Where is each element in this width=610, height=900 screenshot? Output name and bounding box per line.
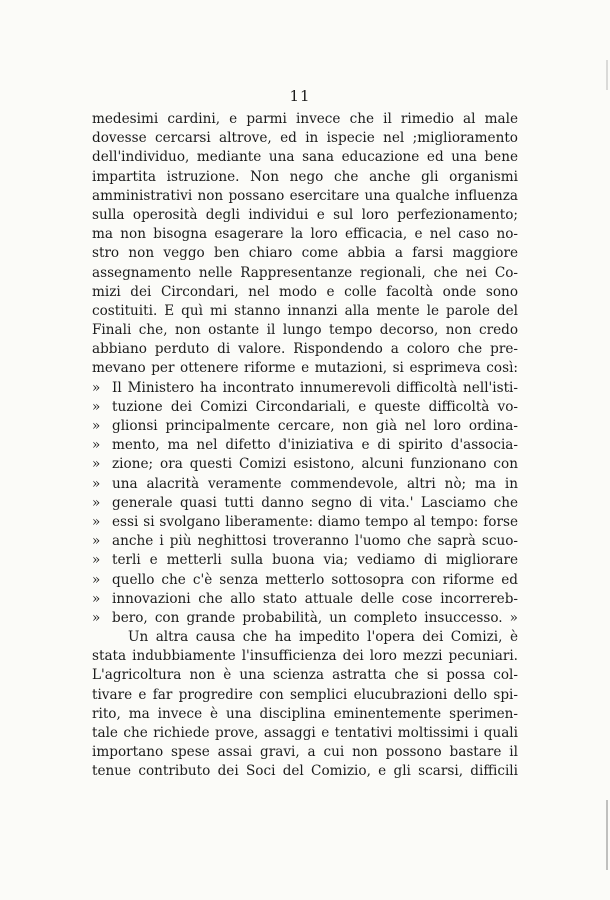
text-line: mevano per ottenere riforme e mutazioni, si esprimeva così:: [92, 360, 518, 377]
text-line: dell'individuo, mediante una sana educazione ed una bene: [92, 149, 518, 166]
text-line: » glionsi principalmente cercare, non già nel loro ordina-: [92, 418, 518, 434]
text-line: assegnamento nelle Rappresentanze regionali, che nei Co-: [92, 264, 518, 281]
text-line: » innovazioni che allo stato attuale delle cose incorrereb-: [92, 590, 518, 607]
text-line: rito, ma invece è una disciplina eminentemente sperimen-: [92, 705, 518, 722]
text-line: » una alacrità veramente commendevole, altri nò; ma in: [92, 475, 518, 492]
page-number: 11: [289, 87, 311, 105]
text-line: dovesse cercarsi altrove, ed in ispecie nel ;miglioramento: [92, 130, 518, 147]
text-line: stro non veggo ben chiaro come abbia a farsi maggiore: [92, 245, 518, 262]
text-line: ma non bisogna esagerare la loro efficacia, e nel caso no-: [92, 226, 518, 243]
text-line: tale che richiede prove, assaggi e tentativi moltissimi i quali: [92, 725, 518, 741]
text-line: L'agricoltura non è una scienza astratta che si possa col-: [92, 667, 518, 684]
text-line: » zione; ora questi Comizi esistono, alcuni funzionano con: [92, 456, 518, 473]
page-edge-mark: [606, 60, 608, 90]
text-line: tivare e far progredire con semplici elucubrazioni dello spi-: [92, 686, 518, 703]
text-line: » generale quasi tutti danno segno di vita.' Lasciamo che: [92, 494, 518, 511]
text-line: » bero, con grande probabilità, un completo insuccesso. »: [92, 609, 518, 626]
text-line: » quello che c'è senza metterlo sottosopra con riforme ed: [92, 571, 518, 588]
text-line: » essi si svolgano liberamente: diamo tempo al tempo: forse: [92, 513, 518, 530]
text-line: » tuzione dei Comizi Circondariali, e queste difficoltà vo-: [92, 398, 518, 415]
text-line: » mento, ma nel difetto d'iniziativa e di spirito d'associa-: [92, 437, 518, 454]
text-line: » Il Ministero ha incontrato innumerevoli difficoltà nell'isti-: [92, 379, 518, 396]
text-line: impartita istruzione. Non nego che anche gli organismi: [92, 168, 518, 185]
text-line: Un altra causa che ha impedito l'opera dei Comizi, è: [128, 629, 518, 646]
body-text: [92, 110, 518, 782]
text-line: » anche i più neghittosi troveranno l'uomo che saprà scuo-: [92, 533, 518, 550]
text-line: » terli e metterli sulla buona via; vediamo di migliorare: [92, 552, 518, 569]
text-line: amministrativi non possano esercitare una qualche influenza: [92, 187, 518, 204]
text-line: medesimi cardini, e parmi invece che il rimedio al male: [92, 111, 518, 127]
text-line: stata indubbiamente l'insufficienza dei loro mezzi pecuniari.: [92, 648, 518, 665]
text-line: abbiano perduto di valore. Rispondendo a coloro che pre-: [92, 341, 518, 358]
text-line: costituiti. E quì mi stanno innanzi alla mente le parole del: [92, 302, 518, 319]
text-line: sulla operosità degli individui e sul loro perfezionamento;: [92, 206, 518, 223]
text-line: importano spese assai gravi, a cui non possono bastare il: [92, 744, 518, 761]
text-line: Finali che, non ostante il lungo tempo decorso, non credo: [92, 322, 518, 339]
text-line: mizi dei Circondari, nel modo e colle facoltà onde sono: [92, 283, 518, 300]
text-line: tenue contributo dei Soci del Comizio, e gli scarsi, difficili: [92, 763, 518, 780]
page-edge-mark: [606, 800, 608, 870]
